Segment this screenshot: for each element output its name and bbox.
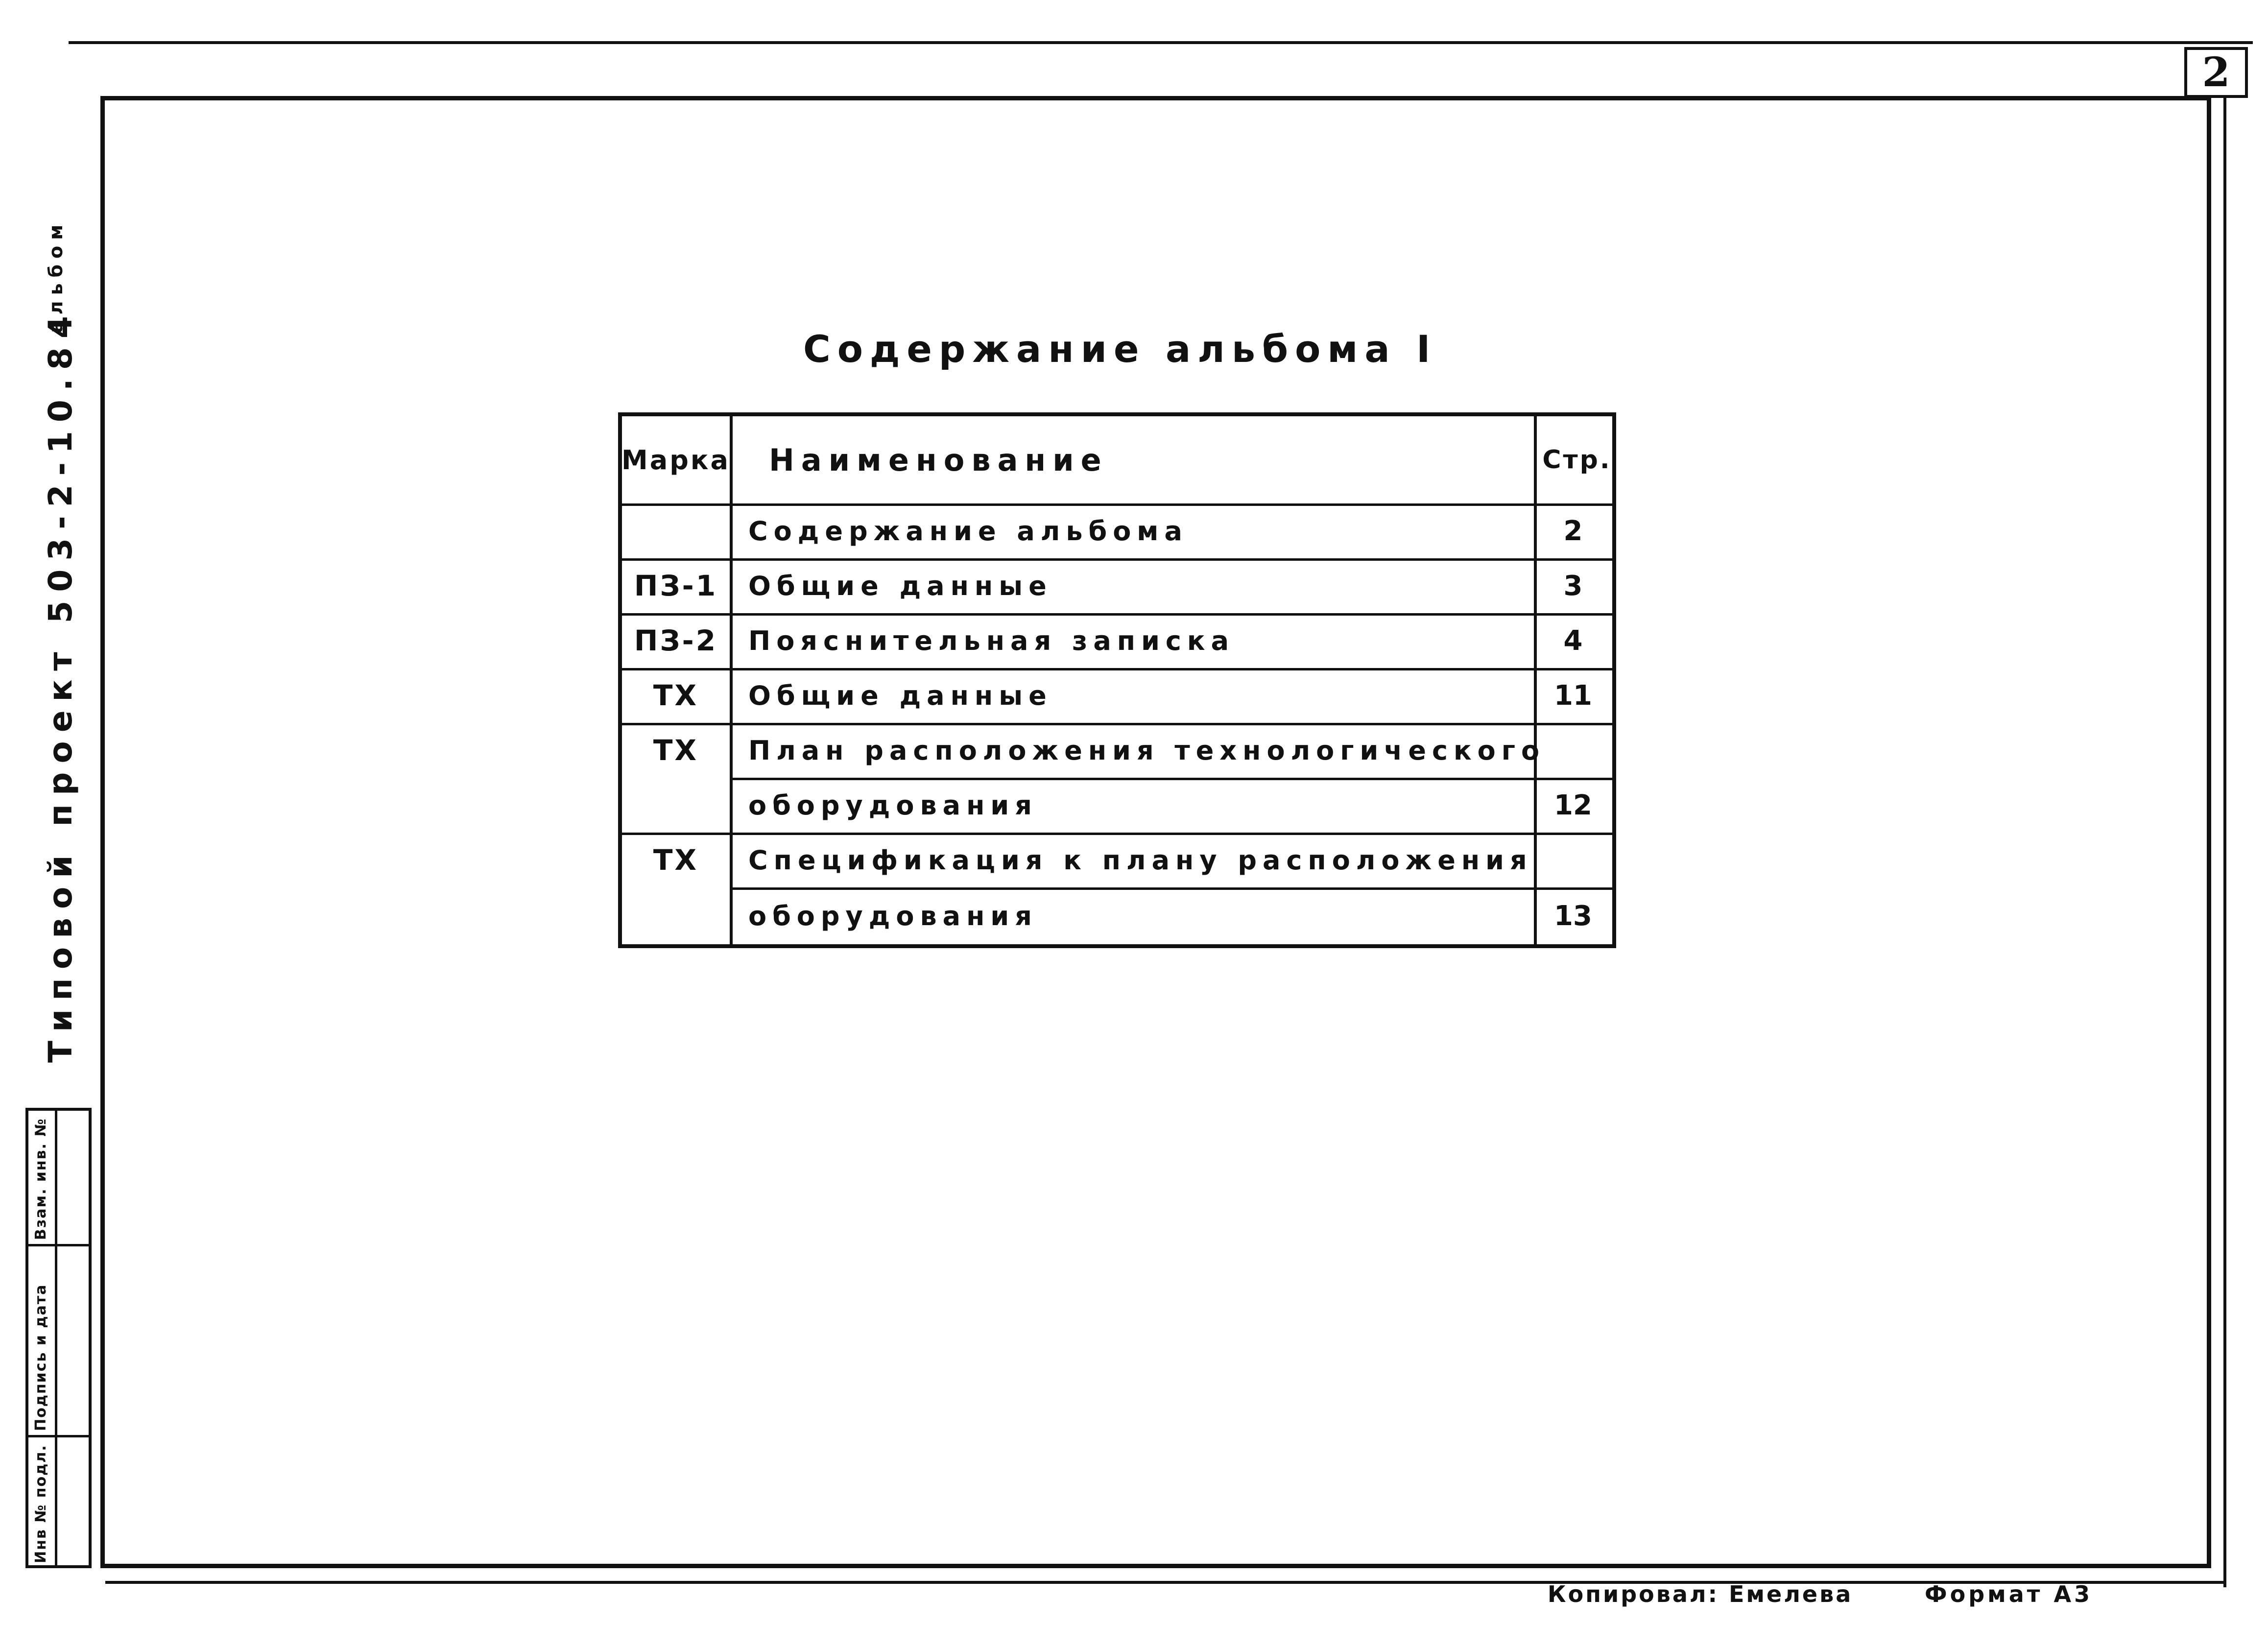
stamp-label-inv-original: Инв № подл. — [32, 1444, 49, 1563]
copied-by: Копировал: Емелева — [1548, 1581, 1853, 1607]
stamp-row-divider — [28, 1244, 89, 1246]
stamp-column-divider — [55, 1111, 57, 1565]
row-name: оборудования — [748, 789, 1038, 821]
row-name: План расположения технологического — [748, 735, 1546, 766]
row-mark: ПЗ-2 — [634, 624, 718, 657]
row-page: 13 — [1554, 900, 1592, 932]
header-name: Наименование — [769, 442, 1108, 478]
row-page — [1534, 723, 1612, 778]
sheet-format: Формат А3 — [1925, 1581, 2093, 1607]
row-page: 4 — [1563, 624, 1583, 657]
stamp-row-divider — [28, 1435, 89, 1437]
frame-bottom-edge — [105, 1581, 2223, 1584]
page-title: Содержание альбома I — [803, 327, 1437, 371]
stamp-label-signature-date: Подпись и дата — [32, 1284, 49, 1431]
stamp-label-replaces-inv: Взам. инв. № — [32, 1118, 49, 1240]
row-mark — [622, 887, 730, 944]
row-mark — [622, 778, 730, 833]
top-rule — [69, 41, 2253, 44]
row-mark: ТХ — [653, 843, 699, 877]
side-label-project: Типовой проект 503-2-10.84 — [42, 307, 79, 1063]
row-name: Общие данные — [748, 680, 1052, 711]
row-name: оборудования — [748, 900, 1038, 931]
stamp-strip — [25, 1108, 92, 1568]
row-mark: ТХ — [653, 679, 699, 712]
row-mark — [622, 503, 730, 558]
row-mark: ТХ — [653, 734, 699, 767]
contents-table — [618, 412, 1616, 948]
row-page: 2 — [1563, 515, 1583, 547]
row-page: 3 — [1563, 570, 1583, 602]
row-mark: ПЗ-1 — [634, 569, 718, 602]
row-page — [1534, 833, 1612, 887]
row-name: Спецификация к плану расположения — [748, 844, 1533, 876]
row-name: Пояснительная записка — [748, 625, 1235, 656]
row-name: Содержание альбома — [748, 515, 1188, 547]
sheet-number: 2 — [2202, 49, 2230, 96]
frame-right-edge — [2223, 96, 2226, 1587]
row-name: Общие данные — [748, 570, 1052, 601]
row-page: 12 — [1554, 789, 1592, 821]
header-mark: Марка — [621, 444, 730, 476]
side-label-album: альбом — [45, 218, 67, 333]
sheet-number-box — [2184, 47, 2248, 98]
row-page: 11 — [1554, 679, 1592, 712]
header-page: Стр. — [1542, 445, 1612, 475]
